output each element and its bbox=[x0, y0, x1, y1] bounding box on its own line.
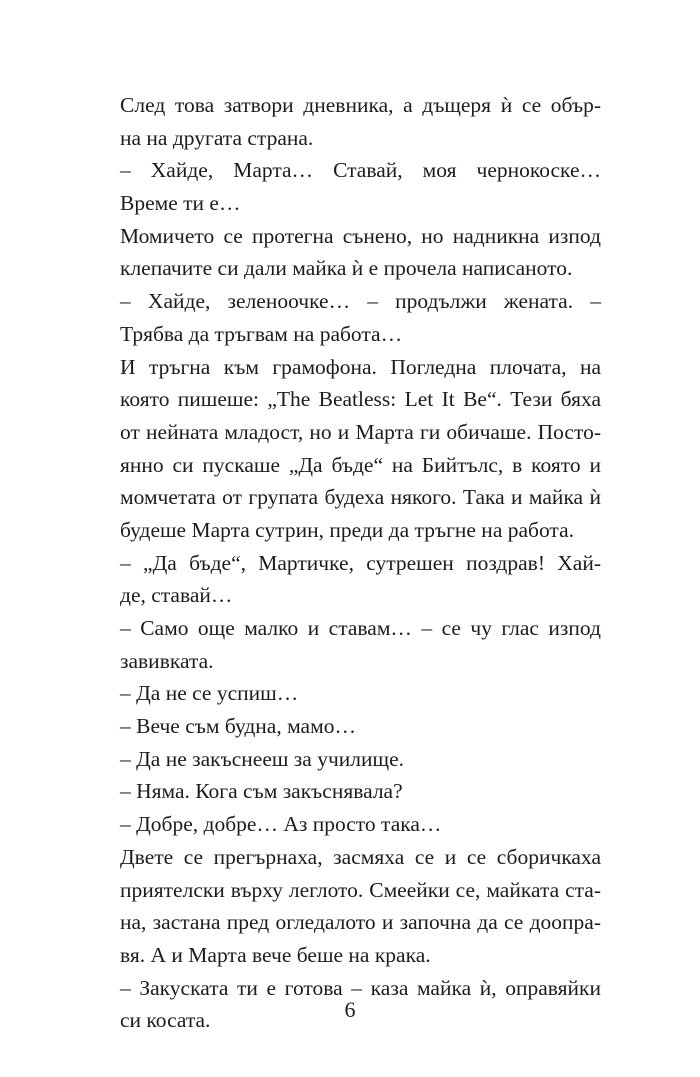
text-line: – Вече съм будна, мамо… bbox=[120, 714, 356, 739]
text-line: Време ти е… bbox=[120, 191, 241, 216]
text-line: Двете се прегърнаха, засмяха се и се сборичкаха bbox=[120, 844, 601, 869]
text-line: приятелски върху леглото. Смеейки се, майката ста- bbox=[120, 877, 601, 902]
text-line: – Няма. Кога съм закъснявала? bbox=[120, 779, 403, 804]
body-text bbox=[120, 89, 601, 1037]
text-line: – Хайде, зеленоочке… – продължи жената. – bbox=[120, 289, 601, 314]
text-line: де, ставай… bbox=[120, 583, 233, 608]
text-line: – Само още малко и ставам… – се чу глас изпод bbox=[120, 616, 601, 640]
text-line: от нейната младост, но и Марта ги обичаше. Посто- bbox=[120, 419, 601, 444]
text-line: И тръгна към грамофона. Погледна плочата, на bbox=[120, 354, 601, 379]
text-line: – Да не закъснееш за училище. bbox=[120, 746, 404, 771]
text-line: вя. А и Марта вече беше на крака. bbox=[120, 942, 431, 967]
text-line: момчетата от групата будеха някого. Така и майка ѝ bbox=[120, 485, 601, 510]
text-line: – „Да бъде“, Мартичке, сутрешен поздрав! Хай- bbox=[120, 550, 601, 575]
text-line: – Хайде, Марта… Ставай, моя чернокоске… bbox=[120, 158, 601, 183]
text-line: янно си пускаше „Да бъде“ на Бийтълс, в която и bbox=[120, 452, 601, 477]
text-line: си косата. bbox=[120, 1008, 211, 1033]
text-line: – Да не се успиш… bbox=[120, 681, 299, 706]
text-line: на на другата страна. bbox=[120, 125, 314, 150]
text-line: будеше Марта сутрин, преди да тръгне на работа. bbox=[120, 517, 575, 542]
text-line: – Закуската ти е готова – каза майка ѝ, оправяйки bbox=[120, 975, 601, 1000]
text-line: Момичето се протегна сънено, но надникна изпод bbox=[120, 223, 601, 248]
text-line: на, застана пред огледалото и започна да се доопра- bbox=[120, 910, 601, 935]
text-line: – Добре, добре… Аз просто така… bbox=[120, 812, 442, 837]
text-line: завивката. bbox=[120, 648, 214, 673]
text-line: След това затвори дневника, а дъщеря ѝ се обър- bbox=[120, 93, 601, 117]
text-line: Трябва да тръгвам на работа… bbox=[120, 321, 403, 346]
page-number: 6 bbox=[344, 997, 356, 1022]
text-line: която пишеше: „The Beatless: Let It Be“. Тези бяха bbox=[120, 387, 601, 412]
text-line: клепачите си дали майка ѝ е прочела написаното. bbox=[120, 256, 573, 281]
